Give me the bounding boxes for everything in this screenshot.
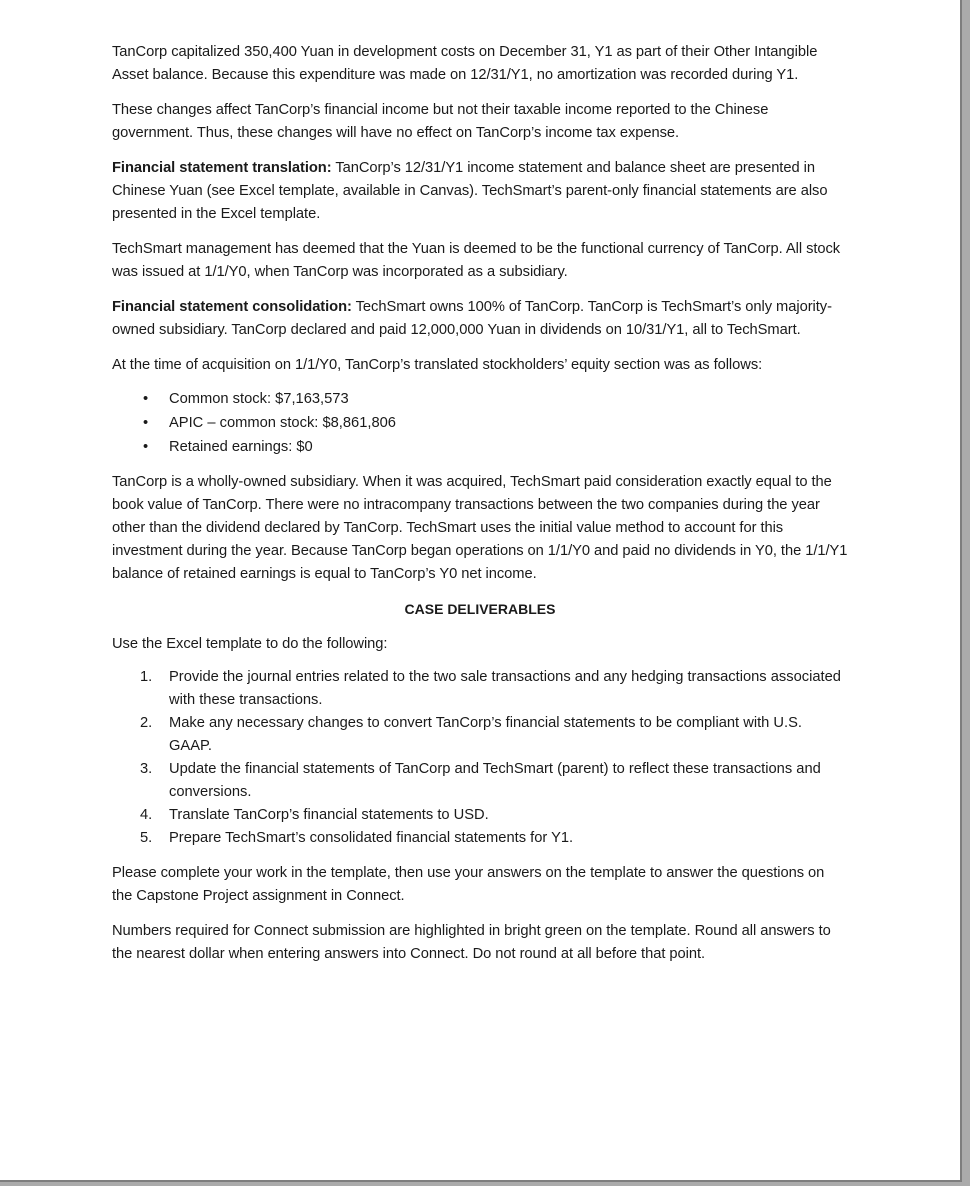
list-item: [112, 827, 848, 850]
paragraph-wholly-owned: TanCorp is a wholly-owned subsidiary. When it was acquired, TechSmart paid consideration exactly equal to the book value of TanCorp. There were no intracompany transactions between the two companies during the year other than the dividend declared by TanCorp. TechSmart uses the initial value method to account for this investment during the year. Because TanCorp began operations on 1/1/Y0 and paid no dividends in Y0, the 1/1/Y1 balance of retained earnings is equal to TanCorp’s Y0 net income.: [112, 474, 848, 582]
deliverables-list: [112, 666, 848, 850]
list-item: [112, 666, 848, 712]
bullet-icon: •: [143, 391, 149, 407]
paragraph-development-costs: TanCorp capitalized 350,400 Yuan in development costs on December 31, Y1 as part of their Other Intangible Asset balance. Because this expenditure was made on 12/31/Y1, no amortization was recorded during Y1.: [112, 44, 818, 83]
list-item-text: Prepare TechSmart’s consolidated financial statements for Y1.: [169, 830, 574, 846]
paragraph-functional-currency: TechSmart management has deemed that the Yuan is deemed to be the functional currency of TanCorp. All stock was issued at 1/1/Y0, when TanCorp was incorporated as a subsidiary.: [112, 241, 841, 280]
page-shadow-right: [960, 0, 962, 1182]
consolidation-text: TechSmart owns 100% of TanCorp. TanCorp is TechSmart’s only majority-owned subsidiary. TanCorp declared and paid 12,000,000 Yuan in dividends on 10/31/Y1, all to TechSmart.: [112, 299, 832, 338]
paragraph-rounding: Numbers required for Connect submission are highlighted in bright green on the template. Round all answers to the nearest dollar when entering answers into Connect. Do not round at all before that point.: [112, 923, 831, 962]
list-item: [112, 712, 848, 758]
paragraph-translation: [112, 157, 848, 226]
list-item-text: APIC – common stock: $8,861,806: [169, 415, 396, 431]
translation-label: Financial statement translation:: [112, 160, 332, 176]
list-number: 1.: [140, 669, 153, 685]
list-item: [112, 411, 848, 435]
list-number: 3.: [140, 761, 153, 777]
bullet-icon: •: [143, 415, 149, 431]
list-number: 4.: [140, 807, 153, 823]
paragraph-consolidation: [112, 296, 848, 342]
consolidation-label: Financial statement consolidation:: [112, 299, 352, 315]
list-item: [112, 758, 848, 804]
list-item-text: Make any necessary changes to convert TanCorp’s financial statements to be compliant with U.S. GAAP.: [169, 715, 802, 754]
section-heading: CASE DELIVERABLES: [404, 601, 556, 617]
list-item-text: Translate TanCorp’s financial statements to USD.: [169, 807, 489, 823]
paragraph-complete-work: Please complete your work in the template, then use your answers on the template to answer the questions on the Capstone Project assignment in Connect.: [112, 865, 825, 904]
equity-list: [112, 387, 848, 459]
list-item: [112, 387, 848, 411]
list-number: 2.: [140, 715, 153, 731]
list-number: 5.: [140, 830, 153, 846]
bullet-icon: •: [143, 439, 149, 455]
list-item-text: Common stock: $7,163,573: [169, 391, 349, 407]
paragraph-acquisition-intro: At the time of acquisition on 1/1/Y0, TanCorp’s translated stockholders’ equity section was as follows:: [112, 357, 763, 373]
list-item: [112, 435, 848, 459]
translation-text: TanCorp’s 12/31/Y1 income statement and balance sheet are presented in Chinese Yuan (see Excel template, available in Canvas). TechSmart’s parent-only financial statements are also presented in the Excel template.: [112, 160, 828, 222]
list-item-text: Provide the journal entries related to the two sale transactions and any hedging transactions associated with these transactions.: [169, 669, 841, 708]
paragraph-tax-effect: These changes affect TanCorp’s financial income but not their taxable income reported to the Chinese government. Thus, these changes will have no effect on TanCorp’s income tax expense.: [112, 102, 769, 141]
list-item-text: Retained earnings: $0: [169, 439, 313, 455]
paragraph-template-intro: Use the Excel template to do the following:: [112, 636, 388, 652]
page-shadow-bottom: [0, 1180, 962, 1182]
list-item-text: Update the financial statements of TanCorp and TechSmart (parent) to reflect these transactions and conversions.: [169, 761, 821, 800]
list-item: [112, 804, 848, 827]
